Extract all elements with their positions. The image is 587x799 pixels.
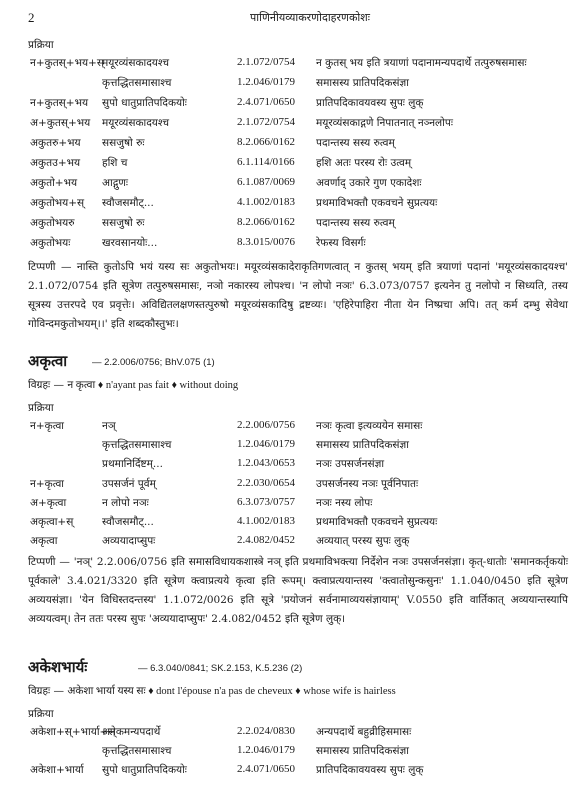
reference-cell: 1.2.046/0179 — [237, 76, 296, 88]
form-cell: न+कुतस्+भय+स् — [30, 57, 104, 69]
explanation-cell: समासस्य प्रातिपदिकसंज्ञा — [316, 745, 409, 757]
reference-cell: 1.2.046/0179 — [237, 438, 296, 451]
form-cell: न+कृत्वा — [30, 477, 65, 490]
explanation-cell: अवर्णाद् उकारे गुण एकादेशः — [316, 177, 422, 189]
vigraha-line — [28, 684, 396, 698]
explanation-cell: अव्ययात् परस्य सुपः लुक् — [316, 535, 410, 548]
form-cell: अकुतउ+भय — [30, 157, 81, 169]
tippani-text: 'नञ्' 2.2.006/0756 इति समासविधायकशास्त्रे नञ् इति प्रथमाविभक्त्या निर्देशेन नञः उपसर्जनसंज्ञा। कृत्-धातोः 'समानकर्तृकयोः पूर्वकाले' 3.4.021/3320 इति सूत्रेण क्त्वाप्रत्यये कृत्वा इति रूपम्। क्त्वाप्रत्ययान्तस्य 'क्त्वातोसुन्कसुनः' 1.1.040/0450 इति सूत्रेण अव्ययसंज्ञा। 'येन विधिस्तदन्तस्य' 1.1.072/0026 इति सूत्रे 'प्रयोजनं सर्वनामाव्ययसंज्ञायाम्' V.0550 इति वार्तिकात् अव्ययान्तस्यापि अव्ययत्वम्। तेन ततः परस्य सुपः 'अव्ययादाप्सुपः' 2.4.082/0452 इति सूत्रेण लुक्। — [28, 556, 569, 625]
explanation-cell: मयूरव्यंसकाद्गणे निपातनात् नञ्नलोपः — [316, 117, 453, 129]
form-cell: अकुतोभयः — [30, 237, 71, 249]
reference-cell: 1.2.046/0179 — [237, 744, 296, 756]
sutra-cell: उपसर्जनं पूर्वम् — [102, 477, 156, 490]
prakriya-label: प्रक्रिया — [28, 708, 54, 720]
explanation-cell: प्रातिपदिकावयवस्य सुपः लुक् — [316, 764, 424, 776]
derivation-row — [0, 236, 587, 256]
form-cell: अकुतरु+भय — [30, 137, 81, 149]
derivation-row — [0, 438, 587, 458]
explanation-cell: समासस्य प्रातिपदिकसंज्ञा — [316, 77, 409, 89]
explanation-cell: पदान्तस्य सस्य रुत्वम् — [316, 137, 395, 149]
sutra-cell: खरवसानयोः... — [102, 237, 158, 249]
explanation-cell: नञः नस्य लोपः — [316, 496, 373, 509]
derivation-row — [0, 176, 587, 196]
reference-cell: 8.2.066/0162 — [237, 216, 296, 228]
reference-cell: 6.1.087/0069 — [237, 176, 296, 188]
sutra-cell: हशि च — [102, 157, 128, 169]
form-cell: अकुतोभय+स् — [30, 197, 85, 209]
vigraha-label: विग्रहः — — [28, 379, 65, 391]
reference-cell: 6.3.073/0757 — [237, 495, 296, 508]
sutra-cell: मयूरव्यंसकादयश्च — [102, 117, 170, 129]
sutra-cell: कृत्तद्धितसमासाश्च — [102, 745, 172, 757]
running-head: पाणिनीयव्याकरणोदाहरणकोशः — [250, 11, 370, 24]
sutra-cell: न लोपो नञः — [102, 496, 149, 509]
reference-cell: 2.2.006/0756 — [237, 419, 296, 431]
tippani-note — [28, 258, 568, 334]
form-cell: अकेशा+भार्या — [30, 764, 84, 776]
derivation-row — [0, 477, 587, 497]
tippani-note — [28, 553, 568, 629]
tippani-label: टिप्पणी — — [28, 556, 70, 568]
headword-ref: — 2.2.006/0756; BhV.075 (1) — [92, 357, 215, 368]
explanation-cell: पदान्तस्य सस्य रुत्वम् — [316, 217, 395, 229]
page-number: 2 — [28, 10, 35, 25]
sutra-cell: स्वौजसमौट्... — [102, 197, 154, 209]
form-cell: अकुतोभयरु — [30, 217, 75, 229]
derivation-row — [0, 419, 587, 439]
reference-cell: 2.2.024/0830 — [237, 725, 296, 737]
reference-cell: 6.1.114/0166 — [237, 156, 295, 168]
vigraha-line — [28, 378, 238, 392]
prakriya-label: प्रक्रिया — [28, 39, 54, 51]
reference-cell: 2.4.082/0452 — [237, 534, 296, 547]
sutra-cell: अनेकमन्यपदार्थे — [102, 726, 161, 738]
form-cell: अकृत्वा — [30, 535, 58, 548]
sutra-cell: स्वौजसमौट्... — [102, 516, 154, 528]
derivation-row — [0, 534, 587, 554]
reference-cell: 2.1.072/0754 — [237, 56, 296, 68]
derivation-row — [0, 96, 587, 116]
form-cell: अकेशा+स्+भार्या+स् — [30, 726, 116, 738]
derivation-row — [0, 457, 587, 477]
reference-cell: 2.4.071/0650 — [237, 763, 296, 775]
reference-cell: 2.4.071/0650 — [237, 96, 296, 108]
derivation-row — [0, 744, 587, 764]
reference-cell: 4.1.002/0183 — [237, 196, 296, 208]
form-cell: अकुतो+भय — [30, 177, 78, 189]
derivation-row — [0, 216, 587, 236]
sutra-cell: सुपो धातुप्रातिपदिकयोः — [102, 97, 187, 109]
sutra-cell: मयूरव्यंसकादयश्च — [102, 57, 170, 69]
explanation-cell: हशि अतः परस्य रोः उत्वम् — [316, 157, 412, 169]
sutra-cell: कृत्तद्धितसमासाश्च — [102, 77, 172, 89]
explanation-cell: न कुतस् भय इति त्रयाणां पदानामन्यपदार्थे तत्पुरुषसमासः — [316, 57, 527, 69]
reference-cell: 8.3.015/0076 — [237, 236, 296, 248]
tippani-label: टिप्पणी — — [28, 261, 72, 273]
vigraha-text: अकेशा भार्या यस्य सः ♦ dont l'épouse n'a pas de cheveux ♦ whose wife is hairless — [67, 686, 396, 697]
reference-cell: 2.1.072/0754 — [237, 116, 296, 128]
derivation-row — [0, 725, 587, 745]
derivation-row — [0, 116, 587, 136]
sutra-cell: सुपो धातुप्रातिपदिकयोः — [102, 764, 187, 776]
sutra-cell: आद्गुणः — [102, 177, 129, 189]
explanation-cell: प्रातिपदिकावयवस्य सुपः लुक् — [316, 97, 424, 109]
reference-cell: 2.2.030/0654 — [237, 476, 296, 489]
explanation-cell: समासस्य प्रातिपदिकसंज्ञा — [316, 439, 409, 452]
explanation-cell: प्रथमाविभक्तौ एकवचने सुप्रत्ययः — [316, 197, 438, 209]
derivation-row — [0, 76, 587, 96]
sutra-cell: प्रथमानिर्दिष्टम्... — [102, 458, 163, 471]
derivation-row — [0, 136, 587, 156]
form-cell: अ+कृत्वा — [30, 496, 67, 509]
reference-cell: 4.1.002/0183 — [237, 515, 296, 527]
sutra-cell: ससजुषो रुः — [102, 217, 145, 229]
tippani-text: नास्ति कुतोऽपि भयं यस्य सः अकुतोभयः। मयूरव्यंसकादेराकृतिगणत्वात् न कुतस् भयम् इति त्रयाणां पदानां 'मयूरव्यंसकादयश्च' 2.1.072/0754 इति सूत्रेण तत्पुरुषसमासः, नञो नकारस्य लोपश्च। 'न लोपो नञः' 6.3.073/0757 इत्यनेन तु नलोपो न सिध्यति, तस्य सूत्रस्य उत्तरपदे एव प्रवृत्तेः। अविद्यितलक्षणस्तत्पुरुषो मयूरव्यंसकादिषु द्रष्टव्यः। 'एहिरेपाहिरा नीता येन निष्प्रचा अपि। तत् कर्म दम्भु सेवेथा गोविन्दमकुतोभयम्।।' इति शब्दकौस्तुभः। — [28, 261, 568, 330]
form-cell: अ+कुतस्+भय — [30, 117, 91, 129]
derivation-row — [0, 763, 587, 783]
derivation-row — [0, 496, 587, 516]
sutra-cell: अव्ययादाप्सुपः — [102, 535, 156, 548]
derivation-row — [0, 515, 587, 535]
explanation-cell: प्रथमाविभक्तौ एकवचने सुप्रत्ययः — [316, 516, 438, 528]
explanation-cell: अन्यपदार्थे बहुव्रीहिसमासः — [316, 726, 412, 738]
derivation-row — [0, 56, 587, 76]
headword: अकेशभार्यः — [28, 658, 88, 676]
form-cell: न+कृत्वा — [30, 420, 65, 432]
explanation-cell: नञः उपसर्जनसंज्ञा — [316, 458, 385, 471]
form-cell: न+कुतस्+भय — [30, 97, 89, 109]
sutra-cell: ससजुषो रुः — [102, 137, 145, 149]
reference-cell: 1.2.043/0653 — [237, 457, 296, 470]
sutra-cell: कृत्तद्धितसमासाश्च — [102, 439, 172, 452]
headword-ref: — 6.3.040/0841; SK.2.153, K.5.236 (2) — [138, 663, 303, 674]
derivation-row — [0, 156, 587, 176]
prakriya-label: प्रक्रिया — [28, 402, 54, 414]
vigraha-label: विग्रहः — — [28, 685, 65, 697]
reference-cell: 8.2.066/0162 — [237, 136, 296, 148]
explanation-cell: रेफस्य विसर्गः — [316, 237, 366, 249]
sutra-cell: नञ् — [102, 420, 116, 432]
derivation-row — [0, 196, 587, 216]
form-cell: अकृत्वा+स् — [30, 516, 74, 528]
explanation-cell: नञः कृत्वा इत्यव्ययेन समासः — [316, 420, 423, 432]
headword: अकृत्वा — [28, 352, 68, 370]
vigraha-text: न कृत्वा ♦ n'ayant pas fait ♦ without doing — [67, 380, 239, 391]
explanation-cell: उपसर्जनस्य नञः पूर्वनिपातः — [316, 477, 419, 490]
